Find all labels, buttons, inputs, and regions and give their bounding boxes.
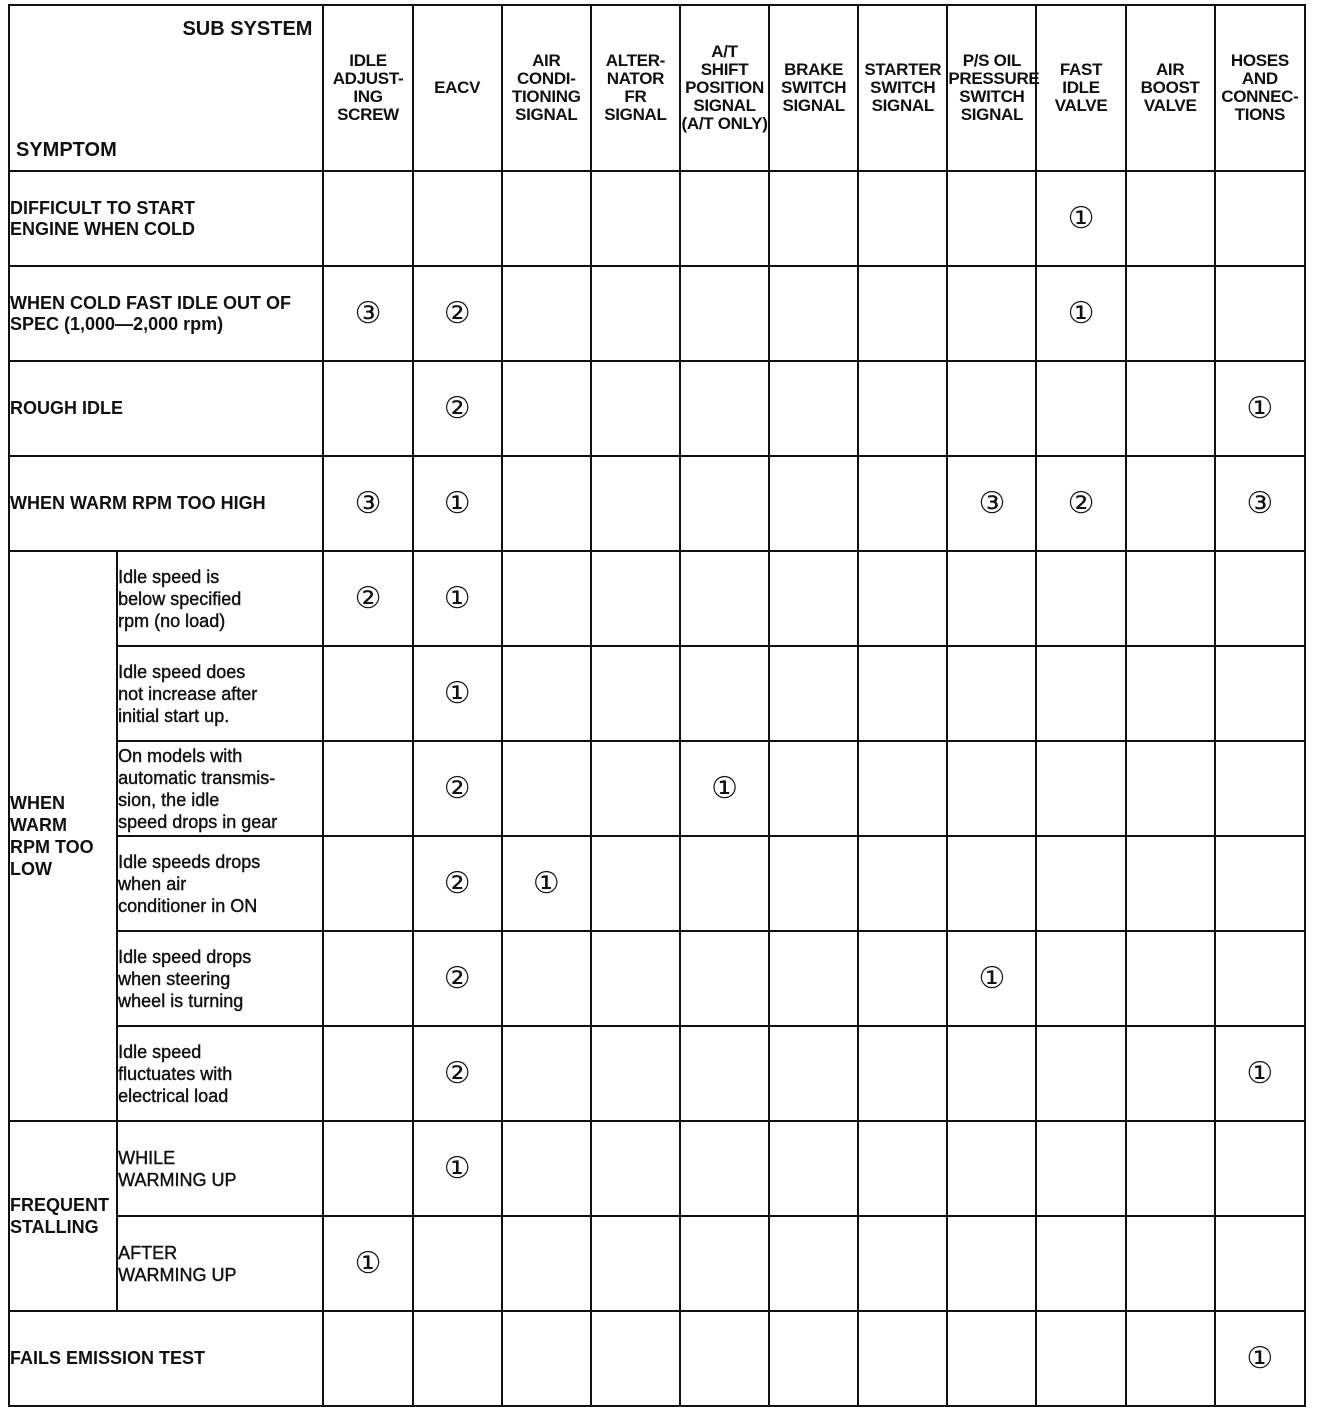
- priority-mark-cell: ③: [947, 456, 1036, 551]
- priority-mark-cell: ②: [323, 551, 412, 646]
- symptom-row: [9, 1216, 1305, 1311]
- priority-mark-cell: ①: [947, 931, 1036, 1026]
- priority-mark-cell: [502, 1311, 591, 1406]
- troubleshooting-chart-page: [8, 4, 1306, 1407]
- priority-mark-cell: ②: [413, 836, 502, 931]
- priority-mark-cell: ①: [1036, 171, 1125, 266]
- priority-mark-cell: [858, 1311, 947, 1406]
- priority-mark-cell: [769, 171, 858, 266]
- priority-mark-cell: [858, 456, 947, 551]
- priority-mark-cell: [323, 646, 412, 741]
- priority-mark-cell: [502, 1026, 591, 1121]
- priority-mark-cell: [947, 741, 1036, 836]
- subsystem-column-header: IDLE ADJUST- ING SCREW: [323, 5, 412, 171]
- priority-mark-cell: [502, 741, 591, 836]
- priority-mark-cell: [680, 171, 769, 266]
- sub-symptom-cell: On models with automatic transmis- sion, the idle speed drops in gear: [117, 741, 323, 836]
- priority-mark-cell: [858, 171, 947, 266]
- priority-mark-cell: ①: [1215, 1311, 1305, 1406]
- subsystem-column-header: A/T SHIFT POSITION SIGNAL (A/T ONLY): [680, 5, 769, 171]
- subsystem-column-header: STARTER SWITCH SIGNAL: [858, 5, 947, 171]
- sub-symptom-cell: WHILE WARMING UP: [117, 1121, 323, 1216]
- priority-mark-cell: ①: [1036, 266, 1125, 361]
- symptom-row: [9, 1121, 1305, 1216]
- priority-mark-cell: [1215, 1216, 1305, 1311]
- group-frequent-stalling: FREQUENT STALLING: [9, 1121, 117, 1311]
- priority-mark-cell: [1036, 836, 1125, 931]
- priority-mark-cell: [1036, 931, 1125, 1026]
- priority-mark-cell: [323, 1311, 412, 1406]
- priority-mark-cell: [502, 456, 591, 551]
- subsystem-column-header: AIR CONDI- TIONING SIGNAL: [502, 5, 591, 171]
- priority-mark-cell: [323, 836, 412, 931]
- priority-mark-cell: ②: [413, 931, 502, 1026]
- sub-symptom-cell: AFTER WARMING UP: [117, 1216, 323, 1311]
- sub-symptom-cell: Idle speed is below specified rpm (no load): [117, 551, 323, 646]
- priority-mark-cell: [1126, 1121, 1215, 1216]
- priority-mark-cell: [502, 361, 591, 456]
- priority-mark-cell: [502, 1216, 591, 1311]
- priority-mark-cell: [680, 456, 769, 551]
- priority-mark-cell: [680, 931, 769, 1026]
- priority-mark-cell: [591, 551, 680, 646]
- priority-mark-cell: [1036, 646, 1125, 741]
- priority-mark-cell: ②: [1036, 456, 1125, 551]
- priority-mark-cell: [591, 361, 680, 456]
- priority-mark-cell: ③: [323, 456, 412, 551]
- priority-mark-cell: ②: [413, 361, 502, 456]
- priority-mark-cell: [858, 646, 947, 741]
- corner-header-cell: [9, 5, 323, 171]
- priority-mark-cell: ①: [323, 1216, 412, 1311]
- sub-symptom-cell: Idle speed fluctuates with electrical load: [117, 1026, 323, 1121]
- priority-mark-cell: [858, 266, 947, 361]
- priority-mark-cell: ①: [413, 646, 502, 741]
- symptom-row: [9, 456, 1305, 551]
- priority-mark-cell: [680, 1216, 769, 1311]
- priority-mark-cell: ①: [413, 1121, 502, 1216]
- priority-mark-cell: [323, 1121, 412, 1216]
- priority-mark-cell: [769, 1216, 858, 1311]
- priority-mark-cell: [502, 931, 591, 1026]
- subsystem-column-header: P/S OIL PRESSURE SWITCH SIGNAL: [947, 5, 1036, 171]
- priority-mark-cell: [769, 1121, 858, 1216]
- priority-mark-cell: ②: [413, 741, 502, 836]
- priority-mark-cell: [1215, 266, 1305, 361]
- priority-mark-cell: ②: [413, 266, 502, 361]
- priority-mark-cell: [1215, 1121, 1305, 1216]
- symptom-label-cell: DIFFICULT TO START ENGINE WHEN COLD: [9, 171, 323, 266]
- priority-mark-cell: [1126, 836, 1215, 931]
- sub-symptom-cell: Idle speed drops when steering wheel is turning: [117, 931, 323, 1026]
- priority-mark-cell: ③: [323, 266, 412, 361]
- priority-mark-cell: [502, 1121, 591, 1216]
- subsystem-column-header: BRAKE SWITCH SIGNAL: [769, 5, 858, 171]
- priority-mark-cell: [858, 836, 947, 931]
- priority-mark-cell: [1036, 741, 1125, 836]
- priority-mark-cell: [769, 741, 858, 836]
- symptom-subsystem-table: [8, 4, 1306, 1407]
- priority-mark-cell: ②: [413, 1026, 502, 1121]
- priority-mark-cell: [591, 1026, 680, 1121]
- priority-mark-cell: [1126, 551, 1215, 646]
- priority-mark-cell: [591, 1216, 680, 1311]
- sub-symptom-cell: Idle speeds drops when air conditioner in ON: [117, 836, 323, 931]
- priority-mark-cell: [769, 456, 858, 551]
- symptom-row: [9, 836, 1305, 931]
- priority-mark-cell: [1215, 171, 1305, 266]
- priority-mark-cell: [1126, 741, 1215, 836]
- priority-mark-cell: [591, 741, 680, 836]
- priority-mark-cell: [769, 1311, 858, 1406]
- subsystem-column-header: EACV: [413, 5, 502, 171]
- subsystem-column-header: HOSES AND CONNEC- TIONS: [1215, 5, 1305, 171]
- priority-mark-cell: [680, 266, 769, 361]
- symptom-label-cell: FAILS EMISSION TEST: [9, 1311, 323, 1406]
- sub-symptom-cell: Idle speed does not increase after initial start up.: [117, 646, 323, 741]
- priority-mark-cell: [1215, 836, 1305, 931]
- symptom-label: SYMPTOM: [16, 139, 117, 161]
- priority-mark-cell: [1126, 171, 1215, 266]
- priority-mark-cell: [947, 361, 1036, 456]
- priority-mark-cell: [323, 931, 412, 1026]
- priority-mark-cell: [947, 266, 1036, 361]
- symptom-row: [9, 361, 1305, 456]
- symptom-label-cell: WHEN WARM RPM TOO HIGH: [9, 456, 323, 551]
- priority-mark-cell: [1036, 1311, 1125, 1406]
- priority-mark-cell: [413, 1216, 502, 1311]
- priority-mark-cell: [769, 931, 858, 1026]
- priority-mark-cell: [1215, 931, 1305, 1026]
- priority-mark-cell: ①: [1215, 361, 1305, 456]
- symptom-label-cell: WHEN COLD FAST IDLE OUT OF SPEC (1,000—2,000 rpm): [9, 266, 323, 361]
- priority-mark-cell: [858, 551, 947, 646]
- symptom-row: [9, 646, 1305, 741]
- priority-mark-cell: ①: [413, 551, 502, 646]
- symptom-row: [9, 171, 1305, 266]
- priority-mark-cell: [947, 646, 1036, 741]
- priority-mark-cell: [858, 931, 947, 1026]
- priority-mark-cell: [1126, 266, 1215, 361]
- symptom-row: [9, 1311, 1305, 1406]
- symptom-row: [9, 741, 1305, 836]
- priority-mark-cell: [947, 1026, 1036, 1121]
- priority-mark-cell: [858, 1121, 947, 1216]
- priority-mark-cell: [680, 1121, 769, 1216]
- priority-mark-cell: [1126, 1216, 1215, 1311]
- priority-mark-cell: [413, 1311, 502, 1406]
- priority-mark-cell: [1126, 646, 1215, 741]
- priority-mark-cell: [680, 1311, 769, 1406]
- priority-mark-cell: [1036, 1121, 1125, 1216]
- priority-mark-cell: [1036, 551, 1125, 646]
- priority-mark-cell: [591, 931, 680, 1026]
- symptom-row: [9, 1026, 1305, 1121]
- header-row: [9, 5, 1305, 171]
- priority-mark-cell: [591, 1311, 680, 1406]
- priority-mark-cell: [323, 361, 412, 456]
- priority-mark-cell: [1036, 361, 1125, 456]
- priority-mark-cell: [591, 456, 680, 551]
- priority-mark-cell: [591, 1121, 680, 1216]
- priority-mark-cell: [1126, 1026, 1215, 1121]
- priority-mark-cell: [502, 171, 591, 266]
- priority-mark-cell: [858, 361, 947, 456]
- priority-mark-cell: [858, 741, 947, 836]
- priority-mark-cell: [1215, 646, 1305, 741]
- priority-mark-cell: [769, 361, 858, 456]
- priority-mark-cell: [947, 1216, 1036, 1311]
- priority-mark-cell: [769, 646, 858, 741]
- group-when-warm-rpm-too-low: WHEN WARM RPM TOO LOW: [9, 551, 117, 1121]
- priority-mark-cell: [413, 171, 502, 266]
- symptom-row: [9, 266, 1305, 361]
- priority-mark-cell: [680, 646, 769, 741]
- priority-mark-cell: [1126, 456, 1215, 551]
- priority-mark-cell: [591, 646, 680, 741]
- priority-mark-cell: ①: [502, 836, 591, 931]
- priority-mark-cell: [769, 266, 858, 361]
- subsystem-column-header: AIR BOOST VALVE: [1126, 5, 1215, 171]
- subsystem-column-header: ALTER- NATOR FR SIGNAL: [591, 5, 680, 171]
- priority-mark-cell: [1215, 551, 1305, 646]
- priority-mark-cell: [947, 551, 1036, 646]
- priority-mark-cell: [591, 171, 680, 266]
- symptom-label-cell: ROUGH IDLE: [9, 361, 323, 456]
- priority-mark-cell: [591, 266, 680, 361]
- priority-mark-cell: [1126, 1311, 1215, 1406]
- priority-mark-cell: [947, 171, 1036, 266]
- priority-mark-cell: [947, 836, 1036, 931]
- priority-mark-cell: ①: [1215, 1026, 1305, 1121]
- subsystem-column-header: FAST IDLE VALVE: [1036, 5, 1125, 171]
- sub-system-label: SUB SYSTEM: [182, 18, 313, 40]
- priority-mark-cell: [680, 1026, 769, 1121]
- priority-mark-cell: [1036, 1216, 1125, 1311]
- priority-mark-cell: [680, 551, 769, 646]
- priority-mark-cell: ①: [413, 456, 502, 551]
- priority-mark-cell: [1126, 361, 1215, 456]
- priority-mark-cell: [502, 551, 591, 646]
- priority-mark-cell: [680, 836, 769, 931]
- symptom-row: [9, 931, 1305, 1026]
- priority-mark-cell: [1215, 741, 1305, 836]
- priority-mark-cell: ③: [1215, 456, 1305, 551]
- symptom-row: [9, 551, 1305, 646]
- priority-mark-cell: [323, 1026, 412, 1121]
- priority-mark-cell: [769, 551, 858, 646]
- priority-mark-cell: [680, 361, 769, 456]
- priority-mark-cell: [858, 1026, 947, 1121]
- priority-mark-cell: [502, 266, 591, 361]
- priority-mark-cell: [1036, 1026, 1125, 1121]
- priority-mark-cell: [769, 1026, 858, 1121]
- priority-mark-cell: [323, 741, 412, 836]
- priority-mark-cell: [323, 171, 412, 266]
- priority-mark-cell: [502, 646, 591, 741]
- priority-mark-cell: [591, 836, 680, 931]
- priority-mark-cell: [769, 836, 858, 931]
- priority-mark-cell: ①: [680, 741, 769, 836]
- priority-mark-cell: [947, 1311, 1036, 1406]
- priority-mark-cell: [858, 1216, 947, 1311]
- priority-mark-cell: [1126, 931, 1215, 1026]
- priority-mark-cell: [947, 1121, 1036, 1216]
